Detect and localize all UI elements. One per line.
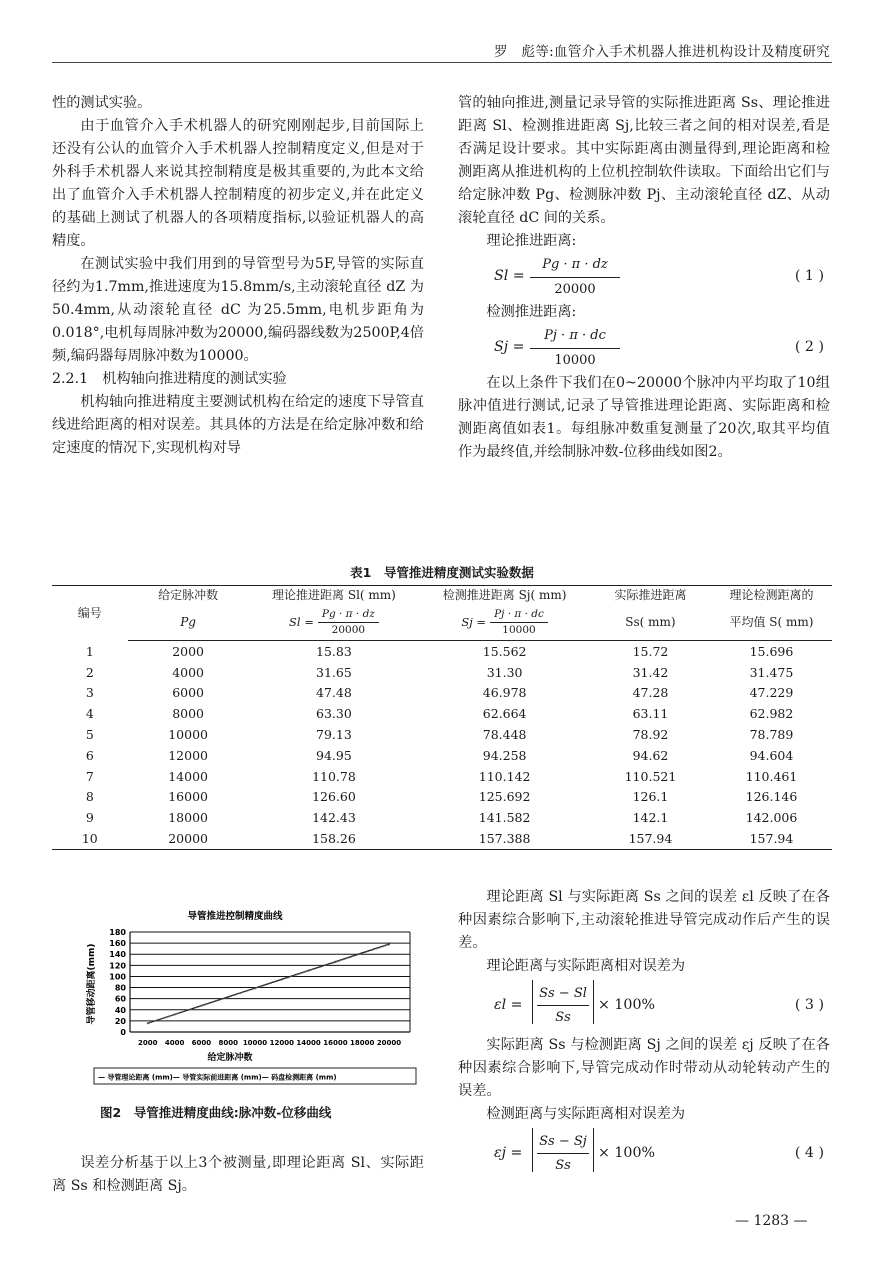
equation-numerator: Ss − Sl xyxy=(537,982,589,1006)
chart-data-point xyxy=(361,952,363,954)
left-column-top xyxy=(52,92,424,460)
equation-denominator: Ss xyxy=(555,1010,571,1025)
table-cell: 78.789 xyxy=(749,727,794,743)
figure-2-chart xyxy=(80,902,420,1092)
table-cell: 78.448 xyxy=(482,727,527,743)
table-cell: 15.72 xyxy=(632,643,669,659)
chart-x-tick-label: 12000 xyxy=(269,1039,294,1047)
table-cell: 2000 xyxy=(172,643,204,659)
equation-number: ( 4 ) xyxy=(794,1145,824,1161)
chart-x-tick-label: 14000 xyxy=(296,1039,321,1047)
table-cell: 4 xyxy=(85,706,94,722)
paragraph: 由于血管介入手术机器人的研究刚刚起步,目前国际上还没有公认的血管介入手术机器人控制精度定义,但是对于外科手术机器人来说其控制精度是极其重要的,为此本文给出了血管介入手术机器人控制精度的初步定义,并在此定义的基础上测试了机器人的各项精度指标,以验证机器人的高精度。 xyxy=(52,118,424,249)
formula-numerator: Pj · π · dc xyxy=(490,607,548,623)
equation-numerator: Pj · π · dc xyxy=(530,324,620,349)
table-cell: 94.604 xyxy=(749,747,794,763)
formula-denominator: 20000 xyxy=(331,624,366,636)
table-cell: 110.142 xyxy=(478,768,531,784)
table-cell: 8000 xyxy=(172,706,204,722)
table-row xyxy=(52,807,832,828)
chart-y-tick-label: 80 xyxy=(114,983,126,993)
equation-tail: × 100% xyxy=(598,1145,655,1161)
table-cell: 126.60 xyxy=(312,789,356,805)
table-cell: 157.94 xyxy=(590,828,711,849)
chart-data-point xyxy=(335,961,337,963)
table-cell: 47.229 xyxy=(749,685,794,701)
table-cell: 3 xyxy=(85,685,94,701)
table-cell: 6 xyxy=(85,747,94,763)
col-header-theo: 理论推进距离 Sl( mm) xyxy=(249,586,420,606)
formula-denominator: 10000 xyxy=(502,624,536,636)
table-row xyxy=(52,641,832,662)
table-cell: 4000 xyxy=(172,664,204,680)
table-row xyxy=(52,828,832,849)
chart-x-ticks xyxy=(138,1039,401,1047)
table-cell: 125.692 xyxy=(478,789,531,805)
chart-y-tick-label: 140 xyxy=(109,950,126,960)
equation-2 xyxy=(458,324,830,372)
table-row xyxy=(52,745,832,766)
table-row xyxy=(52,662,832,683)
chart-data-point xyxy=(227,996,229,998)
page-number: — 1283 — xyxy=(735,1213,808,1229)
table-cell: 10000 xyxy=(168,727,208,743)
equation-lhs: Sl = xyxy=(494,268,525,284)
chart-x-tick-label: 20000 xyxy=(376,1039,402,1047)
table-cell: 31.30 xyxy=(486,664,523,680)
chart-y-tick-label: 0 xyxy=(120,1028,126,1037)
chart-data-point xyxy=(281,979,283,981)
chart-title: 导管推进控制精度曲线 xyxy=(187,911,283,922)
chart-x-tick-label: 6000 xyxy=(191,1039,212,1047)
table-cell: 110.78 xyxy=(312,768,356,784)
table-row xyxy=(52,724,832,745)
equation-denominator: 20000 xyxy=(554,282,596,297)
paragraph: 管的轴向推进,测量记录导管的实际推进距离 Ss、理论推进距离 Sl、检测推进距离 Sj,比较三者之间的相对误差,看是否满足设计要求。其中实际距离由测量得到,理论距离和检测距离从推进机构的上位机控制软件读取。下面给出它们与给定脉冲数 Pg、检测脉冲数 Pj、主动滚轮直径 dZ、从动滚轮直径 dC 间的关系。 xyxy=(458,95,830,226)
equation-numerator: Pg · π · dz xyxy=(530,253,620,278)
table-cell: 9 xyxy=(85,810,94,826)
col-header-no: 编号 xyxy=(52,586,128,641)
chart-y-tick-label: 100 xyxy=(109,972,126,982)
chart-data-point xyxy=(147,1022,149,1024)
table-cell: 47.48 xyxy=(316,685,352,701)
chart-data-point xyxy=(201,1005,203,1007)
table-cell: 5 xyxy=(85,727,94,743)
table-caption: 表1 导管推进精度测试实验数据 xyxy=(350,565,534,580)
table-cell: 110.521 xyxy=(624,768,677,784)
col-header-act: 实际推进距离 xyxy=(590,586,711,606)
table-row xyxy=(52,683,832,704)
col-header-det-formula xyxy=(419,605,590,641)
table-cell: 12000 xyxy=(168,747,208,763)
table-cell: 7 xyxy=(85,768,94,784)
table-cell: 142.43 xyxy=(312,810,356,826)
table-cell: 94.95 xyxy=(316,747,352,763)
chart-y-tick-label: 20 xyxy=(114,1016,126,1026)
table-cell: 157.388 xyxy=(419,828,590,849)
paragraph: 机构轴向推进精度主要测试机构在给定的速度下导管直线进给距离的相对误差。其具体的方法是在给定脉冲数和给定速度的情况下,实现机构对导 xyxy=(52,394,424,456)
chart-y-ticks xyxy=(109,928,126,1037)
table-cell: 126.1 xyxy=(632,789,669,805)
table-cell: 63.11 xyxy=(632,706,669,722)
table-cell: 157.94 xyxy=(711,828,832,849)
col-header-pulse: 给定脉冲数 xyxy=(128,586,249,606)
chart-x-axis-label: 给定脉冲数 xyxy=(207,1053,253,1063)
formula-lhs: Sl = xyxy=(289,615,314,629)
table-cell: 47.28 xyxy=(632,685,669,701)
equation-numerator: Ss − Sj xyxy=(537,1130,589,1154)
table-cell: 15.696 xyxy=(749,643,794,659)
table-cell: 126.146 xyxy=(745,789,798,805)
equation-abs-fraction xyxy=(532,980,594,1024)
right-column-top xyxy=(458,92,830,464)
left-column-bottom xyxy=(52,1152,424,1198)
equation-lhs: Sj = xyxy=(494,339,525,355)
table-cell: 31.42 xyxy=(632,664,669,680)
equation-tail: × 100% xyxy=(598,997,655,1013)
formula-lhs: Sj = xyxy=(461,615,487,629)
table-cell: 158.26 xyxy=(249,828,420,849)
chart-y-tick-label: 180 xyxy=(109,928,126,937)
table-cell: 110.461 xyxy=(745,768,798,784)
header-rule xyxy=(52,62,832,63)
equation-label: 理论推进距离: xyxy=(486,233,577,249)
equation-fraction xyxy=(530,324,620,372)
table-cell: 94.258 xyxy=(482,747,527,763)
equation-denominator: 10000 xyxy=(554,353,596,368)
col-header-pulse-symbol: Pg xyxy=(128,605,249,641)
chart-data-point xyxy=(308,970,310,972)
table-row xyxy=(52,787,832,808)
chart-data-point xyxy=(174,1014,176,1016)
chart-x-tick-label: 4000 xyxy=(164,1039,185,1047)
table-cell: 20000 xyxy=(128,828,249,849)
equation-denominator: Ss xyxy=(555,1158,571,1173)
col-header-det: 检测推进距离 Sj( mm) xyxy=(419,586,590,606)
table-cell: 31.65 xyxy=(316,664,352,680)
running-header: 罗 彪等:血管介入手术机器人推进机构设计及精度研究 xyxy=(493,44,830,60)
equation-lhs: εj = xyxy=(494,1145,523,1161)
chart-y-tick-label: 120 xyxy=(109,961,126,971)
chart-x-tick-label: 2000 xyxy=(138,1039,158,1047)
table-cell: 62.664 xyxy=(482,706,527,722)
table-cell: 79.13 xyxy=(316,727,352,743)
chart-x-tick-label: 10000 xyxy=(242,1039,268,1047)
table-cell: 8 xyxy=(85,789,94,805)
data-table xyxy=(52,585,832,850)
figure-caption: 图2 导管推进精度曲线:脉冲数-位移曲线 xyxy=(100,1105,332,1120)
paragraph: 误差分析基于以上3个被测量,即理论距离 Sl、实际距离 Ss 和检测距离 Sj。 xyxy=(52,1155,424,1194)
paragraph: 在以上条件下我们在0~20000个脉冲内平均取了10组脉冲值进行测试,记录了导管推进理论距离、实际距离和检测距离值如表1。每组脉冲数重复测量了20次,取其平均值作为最终值,并绘制脉冲数-位移曲线如图2。 xyxy=(458,375,830,460)
paragraph: 检测距离与实际距离相对误差为 xyxy=(486,1106,686,1122)
col-header-avg-2: 平均值 S( mm) xyxy=(711,605,832,641)
table-cell: 94.62 xyxy=(632,747,669,763)
chart-gridlines xyxy=(130,932,410,1032)
equation-4 xyxy=(458,1126,830,1182)
chart-series xyxy=(147,943,390,1024)
chart-x-tick-label: 18000 xyxy=(350,1039,375,1047)
col-header-theo-formula xyxy=(249,605,420,641)
table-cell: 14000 xyxy=(168,768,208,784)
equation-number: ( 1 ) xyxy=(794,268,824,284)
paragraph: 在测试实验中我们用到的导管型号为5F,导管的实际直径约为1.7mm,推进速度为15.8mm/s,主动滚轮直径 dZ 为50.4mm,从动滚轮直径 dC 为25.5mm,电机步距角为0.018°,电机每周脉冲数为20000,编码器线数为2500P,4倍频,编码器每周脉冲数为10000。 xyxy=(52,256,424,364)
table-row xyxy=(52,766,832,787)
paragraph: 理论距离与实际距离相对误差为 xyxy=(486,958,686,974)
table-cell: 141.582 xyxy=(478,810,531,826)
paragraph: 性的测试实验。 xyxy=(52,95,152,111)
chart-data-point xyxy=(388,944,390,946)
paragraph: 实际距离 Ss 与检测距离 Sj 之间的误差 εj 反映了在各种因素综合影响下,导管完成动作时带动从动轮转动产生的误差。 xyxy=(458,1037,830,1099)
equation-number: ( 2 ) xyxy=(794,339,824,355)
paragraph: 理论距离 Sl 与实际距离 Ss 之间的误差 εl 反映了在各种因素综合影响下,主动滚轮推进导管完成动作后产生的误差。 xyxy=(458,889,830,951)
chart-legend: — 导管理论距离 (mm)— 导管实际前进距离 (mm)— 码盘检测距离 (mm) xyxy=(98,1073,337,1082)
table-cell: 31.475 xyxy=(749,664,794,680)
col-header-avg: 理论检测距离的 xyxy=(711,586,832,606)
chart-data-point xyxy=(254,988,256,990)
table-cell: 16000 xyxy=(168,789,208,805)
equation-3 xyxy=(458,978,830,1034)
line-chart xyxy=(80,902,420,1092)
table-body xyxy=(52,641,832,850)
col-header-act-symbol: Ss( mm) xyxy=(590,605,711,641)
equation-abs-fraction xyxy=(532,1128,594,1172)
table-cell: 142.1 xyxy=(632,810,669,826)
table-cell: 6000 xyxy=(172,685,204,701)
table-cell: 142.006 xyxy=(745,810,798,826)
table-cell: 46.978 xyxy=(482,685,527,701)
table-cell: 62.982 xyxy=(749,706,794,722)
section-heading: 2.2.1 机构轴向推进精度的测试实验 xyxy=(52,371,287,387)
chart-y-axis-label: 导管移动距离(mm) xyxy=(87,943,97,1025)
equation-label: 检测推进距离: xyxy=(486,304,577,320)
chart-y-tick-label: 160 xyxy=(109,939,126,949)
chart-x-tick-label: 16000 xyxy=(323,1039,348,1047)
chart-y-tick-label: 40 xyxy=(114,1005,126,1015)
table-row xyxy=(52,703,832,724)
table-cell: 15.562 xyxy=(482,643,527,659)
right-column-bottom xyxy=(458,886,830,1182)
table-cell: 78.92 xyxy=(632,727,669,743)
table-cell: 1 xyxy=(85,643,94,659)
table-cell: 2 xyxy=(85,664,94,680)
formula-numerator: Pg · π · dz xyxy=(318,607,379,623)
equation-lhs: εl = xyxy=(494,997,523,1013)
table-cell: 18000 xyxy=(168,810,208,826)
equation-number: ( 3 ) xyxy=(794,997,824,1013)
equation-fraction xyxy=(530,253,620,301)
table-cell: 10 xyxy=(52,828,128,849)
equation-1 xyxy=(458,253,830,301)
table-cell: 63.30 xyxy=(316,706,352,722)
chart-x-tick-label: 8000 xyxy=(218,1039,238,1047)
table-cell: 15.83 xyxy=(316,643,352,659)
chart-y-tick-label: 60 xyxy=(114,994,126,1004)
